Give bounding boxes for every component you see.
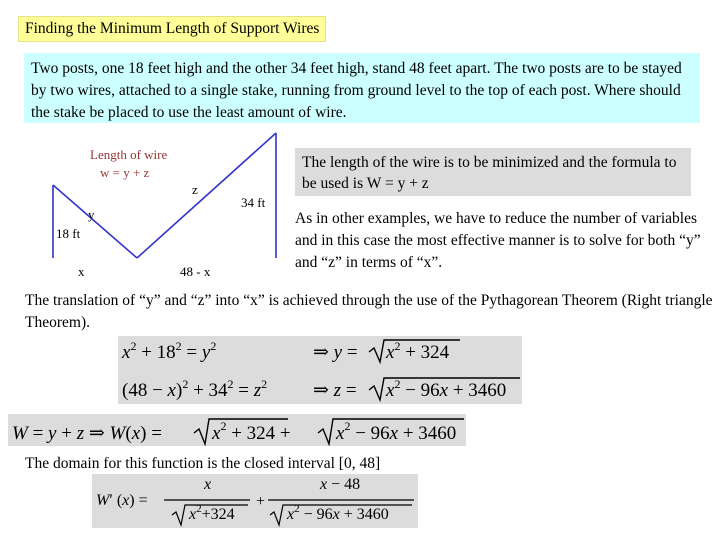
derivative-math <box>92 474 418 528</box>
wire-y <box>53 185 137 258</box>
svg-text:W′ (x) =: W′ (x) = <box>96 492 148 509</box>
left-height-label: 18 ft <box>56 226 81 241</box>
pythagorean-equations <box>118 336 522 404</box>
svg-text:x2 − 96x + 3460: $x^2 - 96x + 3460$ <box>336 419 457 444</box>
svg-text:x2 − 96x + 3460: $x^2 - 96x + 3460$ <box>287 503 389 523</box>
derivative-formula <box>92 474 418 528</box>
translation-note: The translation of “y” and “z” into “x” is achieved through the use of the Pythagorean Theorem (Right triangle Theorem). <box>25 292 713 331</box>
svg-text:⇒ y =: ⇒ y = <box>313 342 358 363</box>
svg-text:+: + <box>256 493 266 510</box>
right-height-label: 34 ft <box>241 195 266 210</box>
svg-text:x2 + 324: $x^2 + 324$ <box>386 339 450 363</box>
reduce-variables-note: As in other examples, we have to reduce the number of variables and in this case the most effective manner is to solve for both “y” and “z” in terms of “x”. <box>295 210 701 271</box>
problem-statement: Two posts, one 18 feet high and the other 34 feet high, stand 48 feet apart. The two posts are to be stayed by two wires, attached to a single stake, running from ground level to the top of each post. Where should the stake be placed to use the least amount of wire. <box>24 53 700 123</box>
z-label: z <box>192 182 198 197</box>
svg-text:(48 − x)2 + 342 = z2: $(48 - x)^2 + 34^2 = z^2$ <box>122 377 268 401</box>
svg-text:⇒ z =: ⇒ z = <box>313 380 357 401</box>
formula-note: The length of the wire is to be minimized and the formula to be used is W = y + z <box>295 148 691 196</box>
wire-formula-label: w = y + z <box>100 165 150 180</box>
svg-text:x − 48: x − 48 <box>320 476 361 493</box>
svg-text:x2 + 324 +: $x^2 + 324$ + <box>212 419 291 444</box>
wire-diagram <box>40 125 290 285</box>
svg-text:W = y + z ⇒ W(x) =: W = y + z ⇒ W(x) = <box>12 423 162 444</box>
remaining-distance-label: 48 - x <box>180 264 211 279</box>
w-function-math <box>8 414 466 446</box>
svg-text:x2 − 96x + 3460: $x^2 - 96x + 3460$ <box>386 377 507 401</box>
equations-math <box>118 336 522 404</box>
x-label: x <box>78 264 85 279</box>
y-label: y <box>88 207 95 222</box>
slide-title: Finding the Minimum Length of Support Wires <box>18 16 326 42</box>
domain-note: The domain for this function is the closed interval [0, 48] <box>25 455 381 472</box>
length-of-wire-label: Length of wire <box>90 147 168 162</box>
w-function-formula <box>8 414 466 446</box>
svg-text:x2 + 182 = y2: $x^2 + 18^2 = y^2$ <box>122 339 217 363</box>
svg-text:x2+324: $x^2+324$ <box>189 503 235 523</box>
svg-text:x: x <box>204 476 212 493</box>
